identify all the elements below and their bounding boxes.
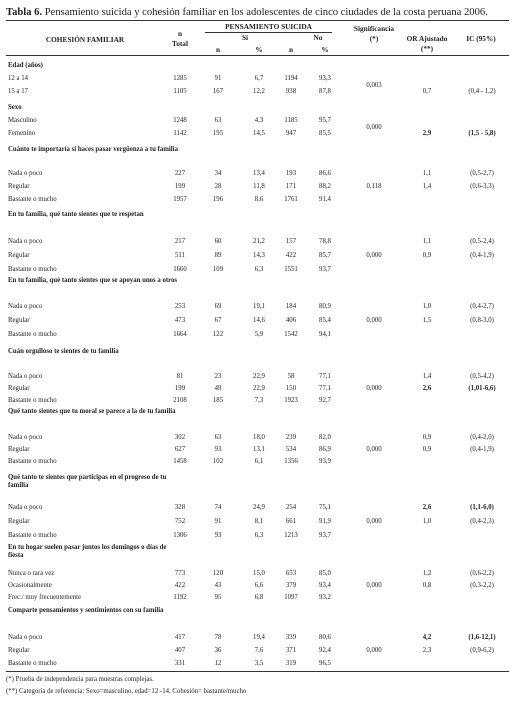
cell-no-pct: 92,7 <box>319 397 331 404</box>
cell-ic: (1,01-6,6) <box>468 385 496 392</box>
header-n: n <box>177 29 183 38</box>
cell-si-pct: 11,8 <box>253 183 265 190</box>
header-pct-no: % <box>321 45 329 54</box>
cell-total: 473 <box>174 317 186 324</box>
row-label: Nada o poco <box>8 170 43 177</box>
cell-si-n: 102 <box>212 458 224 465</box>
cell-ic: (0,4-1,9) <box>470 446 494 453</box>
row-label: Nada o poco <box>8 634 43 641</box>
cell-no-n: 150 <box>285 385 297 392</box>
cell-total: 199 <box>174 183 186 190</box>
section-title: Sexo <box>8 104 22 111</box>
cell-total: 217 <box>174 238 186 245</box>
cell-total: 1285 <box>173 75 187 82</box>
cell-si-n: 91 <box>214 518 222 525</box>
cell-ic: (0,9-6,2) <box>470 647 494 654</box>
header-or: OR Ajustado <box>406 34 448 43</box>
cell-si-pct: 6,7 <box>254 75 264 82</box>
section-title: En tu familia, qué tanto sientes que te respetan <box>8 211 144 218</box>
cell-no-n: 58 <box>287 373 295 380</box>
cell-no-pct: 87,8 <box>319 88 331 95</box>
cell-no-pct: 77,1 <box>319 385 331 392</box>
cell-or: 0,8 <box>422 582 432 589</box>
cell-or: 1,0 <box>422 518 432 525</box>
cell-no-n: 254 <box>285 504 297 511</box>
cell-si-n: 36 <box>214 647 222 654</box>
header-total: Total <box>172 39 188 48</box>
cell-si-pct: 6,6 <box>254 582 264 589</box>
header-n-no: n <box>288 45 294 54</box>
row-label: 15 a 17 <box>8 88 29 95</box>
cell-ic: (0,4-2,7) <box>470 303 494 310</box>
cell-significancia: 0,003 <box>366 81 382 89</box>
cell-total: 1105 <box>173 88 187 95</box>
cell-total: 253 <box>174 303 186 310</box>
cell-no-pct: 92,4 <box>319 647 331 654</box>
cell-total: 1458 <box>173 458 187 465</box>
cell-significancia: 0,000 <box>366 647 382 654</box>
cell-significancia: 0,000 <box>366 518 382 525</box>
row-label: 12 a 14 <box>8 75 29 82</box>
cell-si-n: 63 <box>214 434 222 441</box>
cell-no-n: 379 <box>285 582 297 589</box>
row-label: Femenino <box>8 130 36 137</box>
cell-no-n: 1185 <box>284 117 298 124</box>
cell-si-pct: 14,6 <box>253 317 265 324</box>
cell-ic: (0,6-3,3) <box>470 183 494 190</box>
header-n-si: n <box>215 45 221 54</box>
cell-no-n: 171 <box>285 183 297 190</box>
cell-no-pct: 77,1 <box>319 373 331 380</box>
row-label: Regular <box>8 647 30 654</box>
row-label: Nada o poco <box>8 504 43 511</box>
cell-no-n: 406 <box>285 317 297 324</box>
row-label: Bastante o mucho <box>8 266 57 273</box>
row-label: Regular <box>8 183 30 190</box>
row-label: Masculino <box>8 117 37 124</box>
cell-no-pct: 91,9 <box>319 518 331 525</box>
cell-si-pct: 6,8 <box>254 594 264 601</box>
cell-or: 4,2 <box>422 634 432 641</box>
table-top-rule <box>6 20 509 21</box>
cell-total: 2108 <box>173 397 187 404</box>
pensamiento-header-rule <box>205 32 332 33</box>
header-pensamiento: PENSAMIENTO SUICIDA <box>225 22 312 31</box>
cell-ic: (0,6-2,2) <box>470 570 494 577</box>
cell-or: 0,7 <box>422 88 432 95</box>
cell-no-n: 193 <box>285 170 297 177</box>
cell-ic: (1,5 - 5,8) <box>468 130 496 137</box>
cell-total: 81 <box>176 373 184 380</box>
section-title: Qué tanto sientes que tu moral se parece a la de tu familia <box>8 408 176 415</box>
section-title: Edad (años) <box>8 62 43 69</box>
cell-significancia: 0,000 <box>366 123 382 131</box>
header-no: No <box>313 33 323 42</box>
cell-no-n: 1356 <box>284 458 298 465</box>
cell-total: 1142 <box>173 130 187 137</box>
cell-si-n: 60 <box>214 238 222 245</box>
row-label: Bastante o mucho <box>8 660 57 667</box>
cell-no-pct: 85,4 <box>319 317 331 324</box>
cell-total: 773 <box>174 570 186 577</box>
row-label: Bastante o mucho <box>8 196 57 203</box>
cell-total: 331 <box>174 660 186 667</box>
header-ic: IC (95%) <box>466 34 496 43</box>
cell-si-n: 69 <box>214 303 222 310</box>
cell-no-pct: 86,6 <box>319 170 331 177</box>
cell-ic: (1,6-12,1) <box>468 634 496 641</box>
cell-si-n: 89 <box>214 252 222 259</box>
cell-total: 407 <box>174 647 186 654</box>
cell-significancia: 0,000 <box>366 385 382 392</box>
row-label: Bastante o mucho <box>8 458 57 465</box>
header-cohesion: COHESIÓN FAMILIAR <box>45 35 125 44</box>
cell-si-n: 120 <box>212 570 224 577</box>
cell-si-n: 28 <box>214 183 222 190</box>
cell-or: 0,9 <box>422 252 432 259</box>
cell-si-pct: 13,1 <box>253 446 265 453</box>
cell-or: 1,4 <box>422 183 432 190</box>
header-significancia-mark: (*) <box>369 34 379 43</box>
cell-si-n: 23 <box>214 373 222 380</box>
cell-si-pct: 14,3 <box>253 252 265 259</box>
cell-si-pct: 12,2 <box>253 88 265 95</box>
cell-significancia: 0,118 <box>366 183 382 190</box>
cell-si-n: 91 <box>214 75 222 82</box>
cell-ic: (0,4 - 1,2) <box>468 88 496 95</box>
cell-total: 417 <box>174 634 186 641</box>
cell-no-pct: 93,3 <box>319 75 331 82</box>
cell-or: 1,0 <box>422 303 432 310</box>
cell-total: 1957 <box>173 196 187 203</box>
cell-si-pct: 13,4 <box>253 170 265 177</box>
row-label: Regular <box>8 252 30 259</box>
header-bottom-rule <box>6 55 509 56</box>
cell-si-pct: 4,3 <box>254 117 264 124</box>
cell-no-n: 661 <box>285 518 297 525</box>
cell-no-pct: 86,9 <box>319 446 331 453</box>
cell-total: 199 <box>174 385 186 392</box>
cell-no-pct: 82,0 <box>319 434 331 441</box>
header-pct-si: % <box>255 45 263 54</box>
cell-or: 1,5 <box>422 317 432 324</box>
cell-no-pct: 85,7 <box>319 252 331 259</box>
cell-total: 752 <box>174 518 186 525</box>
cell-no-n: 938 <box>285 88 297 95</box>
row-label: Nada o poco <box>8 238 43 245</box>
cell-no-pct: 80,9 <box>319 303 331 310</box>
cell-no-pct: 91,4 <box>319 196 331 203</box>
cell-no-n: 339 <box>285 634 297 641</box>
cell-total: 302 <box>174 434 186 441</box>
cell-si-n: 167 <box>212 88 224 95</box>
cell-si-pct: 24,9 <box>253 504 265 511</box>
cell-si-pct: 22,9 <box>253 385 265 392</box>
cell-or: 1,1 <box>422 170 432 177</box>
row-label: Regular <box>8 385 30 392</box>
cell-or: 1,1 <box>422 238 432 245</box>
cell-significancia: 0,000 <box>366 582 382 589</box>
header-si: Sí <box>241 33 249 42</box>
section-title: Cuán orgulloso te sientes de tu familia <box>8 348 119 355</box>
cell-si-pct: 7,3 <box>254 397 264 404</box>
cell-no-n: 319 <box>285 660 297 667</box>
row-label: Nada o poco <box>8 373 43 380</box>
row-label: Bastante o mucho <box>8 331 57 338</box>
cell-si-pct: 8,6 <box>254 196 264 203</box>
cell-no-n: 371 <box>285 647 297 654</box>
cell-no-n: 184 <box>285 303 297 310</box>
cell-ic: (0,5-4,2) <box>470 373 494 380</box>
cell-si-pct: 6,1 <box>254 458 264 465</box>
row-label: Bastante o mucho <box>8 532 57 539</box>
cell-no-n: 653 <box>285 570 297 577</box>
cell-ic: (0,3-2,2) <box>470 582 494 589</box>
cell-si-n: 78 <box>214 634 222 641</box>
cell-si-n: 93 <box>214 532 222 539</box>
header-significancia: Significancia <box>353 24 395 33</box>
cell-no-n: 157 <box>285 238 297 245</box>
cell-total: 328 <box>174 504 186 511</box>
cell-si-pct: 6,3 <box>254 532 264 539</box>
cell-si-pct: 18,0 <box>253 434 265 441</box>
cell-si-pct: 19,1 <box>253 303 265 310</box>
row-label: Regular <box>8 446 30 453</box>
cell-or: 2,6 <box>422 504 432 511</box>
section-title: En tu hogar suelen pasar juntos los domingos o días de fiesta <box>8 544 167 560</box>
cell-significancia: 0,000 <box>366 317 382 324</box>
cell-no-n: 1097 <box>284 594 298 601</box>
cell-no-n: 239 <box>285 434 297 441</box>
cell-no-pct: 94,1 <box>319 331 331 338</box>
cell-total: 627 <box>174 446 186 453</box>
section-title: Cuánto te importaría si haces pasar vergüenza a tu familia <box>8 146 178 153</box>
cell-no-n: 1213 <box>284 532 298 539</box>
cell-si-n: 49 <box>214 385 222 392</box>
cell-si-pct: 15,0 <box>253 570 265 577</box>
cell-or: 2,3 <box>422 647 432 654</box>
cell-si-n: 93 <box>214 446 222 453</box>
cell-si-n: 109 <box>212 266 224 273</box>
cell-or: 0,9 <box>422 434 432 441</box>
cell-si-n: 34 <box>214 170 222 177</box>
cell-si-n: 74 <box>214 504 222 511</box>
cell-no-pct: 95,7 <box>319 117 331 124</box>
cell-ic: (1,1-6,0) <box>470 504 494 511</box>
cell-or: 2,9 <box>422 130 432 137</box>
table-title: Tabla 6. Pensamiento suicida y cohesión familiar en los adolescentes de cinco ciudades de la costa peruana 2006. <box>6 7 488 18</box>
row-label: Regular <box>8 317 30 324</box>
cell-no-pct: 88,2 <box>319 183 331 190</box>
section-title: Comparte pensamientos y sentimientos con su familia <box>8 607 164 614</box>
cell-ic: (0,5-2,7) <box>470 170 494 177</box>
section-title: Qué tanto te sientes que participas en el progreso de tu familia <box>8 474 167 490</box>
cell-no-pct: 93,7 <box>319 532 331 539</box>
cell-no-pct: 93,4 <box>319 582 331 589</box>
cell-or: 2,6 <box>422 385 432 392</box>
cell-no-n: 422 <box>285 252 297 259</box>
cell-si-n: 67 <box>214 317 222 324</box>
cell-si-n: 122 <box>212 331 224 338</box>
header-or-mark: (**) <box>420 44 434 53</box>
cell-total: 422 <box>174 582 186 589</box>
cell-si-pct: 7,6 <box>254 647 264 654</box>
cell-no-pct: 78,8 <box>319 238 331 245</box>
row-label: Nada o poco <box>8 434 43 441</box>
cell-no-n: 947 <box>285 130 297 137</box>
table-bottom-rule <box>6 671 509 672</box>
cell-si-n: 63 <box>214 117 222 124</box>
cell-ic: (0,5-2,4) <box>470 238 494 245</box>
row-label: Nunca o rara vez <box>8 570 55 577</box>
cell-si-n: 185 <box>212 397 224 404</box>
cell-or: 1,4 <box>422 373 432 380</box>
footnote-significancia: (*) Prueba de independencia para muestras complejas. <box>6 676 154 683</box>
row-label: Bastante o mucho <box>8 397 57 404</box>
cell-si-n: 12 <box>214 660 222 667</box>
cell-total: 1248 <box>173 117 187 124</box>
cell-significancia: 0,000 <box>366 446 382 453</box>
cell-si-pct: 5,9 <box>254 331 264 338</box>
cell-si-n: 195 <box>212 130 224 137</box>
cell-ic: (0,4-1,9) <box>470 252 494 259</box>
cell-total: 1306 <box>173 532 187 539</box>
cell-no-pct: 93,7 <box>319 266 331 273</box>
cell-si-pct: 21,2 <box>253 238 265 245</box>
cell-total: 227 <box>174 170 186 177</box>
row-label: Regular <box>8 518 30 525</box>
cell-no-pct: 85,0 <box>319 570 331 577</box>
cell-si-pct: 22,9 <box>253 373 265 380</box>
cell-no-n: 1923 <box>284 397 298 404</box>
cell-si-n: 196 <box>212 196 224 203</box>
cell-no-pct: 93,2 <box>319 594 331 601</box>
cell-no-n: 534 <box>285 446 297 453</box>
section-title: En tu familia, qué tanto sientes que se apoyan unos a otros <box>8 277 178 284</box>
cell-total: 1664 <box>173 331 187 338</box>
cell-si-pct: 6,3 <box>254 266 264 273</box>
cell-si-pct: 14,5 <box>253 130 265 137</box>
cell-no-n: 1551 <box>284 266 298 273</box>
row-label: Nada o poco <box>8 303 43 310</box>
cell-no-pct: 80,6 <box>319 634 331 641</box>
cell-no-pct: 96,5 <box>319 660 331 667</box>
row-label: Ocasionalmente <box>8 582 52 589</box>
cell-si-pct: 3,5 <box>254 660 264 667</box>
cell-no-pct: 93,9 <box>319 458 331 465</box>
cell-no-n: 1194 <box>284 75 298 82</box>
cell-no-pct: 75,1 <box>319 504 331 511</box>
cell-total: 1192 <box>173 594 187 601</box>
cell-ic: (0,8-3,0) <box>470 317 494 324</box>
cell-si-n: 95 <box>214 594 222 601</box>
footnote-or: (**) Categoría de referencia: Sexo=masculino, edad=12 -14, Cohesión= bastante/mucho <box>6 688 247 695</box>
row-label: Frec./ muy frecuentemente <box>8 594 82 601</box>
cell-no-pct: 85,5 <box>319 130 331 137</box>
cell-ic: (0,4-2,0) <box>470 434 494 441</box>
cell-si-pct: 19,4 <box>253 634 265 641</box>
cell-total: 1660 <box>173 266 187 273</box>
cell-si-n: 43 <box>214 582 222 589</box>
cell-si-pct: 8,1 <box>254 518 264 525</box>
cell-no-n: 1542 <box>284 331 298 338</box>
cell-or: 0,9 <box>422 446 432 453</box>
cell-no-n: 1761 <box>284 196 298 203</box>
cell-or: 1,2 <box>422 570 432 577</box>
cell-total: 511 <box>175 252 185 259</box>
cell-ic: (0,4-2,3) <box>470 518 494 525</box>
cell-significancia: 0,000 <box>366 252 382 259</box>
